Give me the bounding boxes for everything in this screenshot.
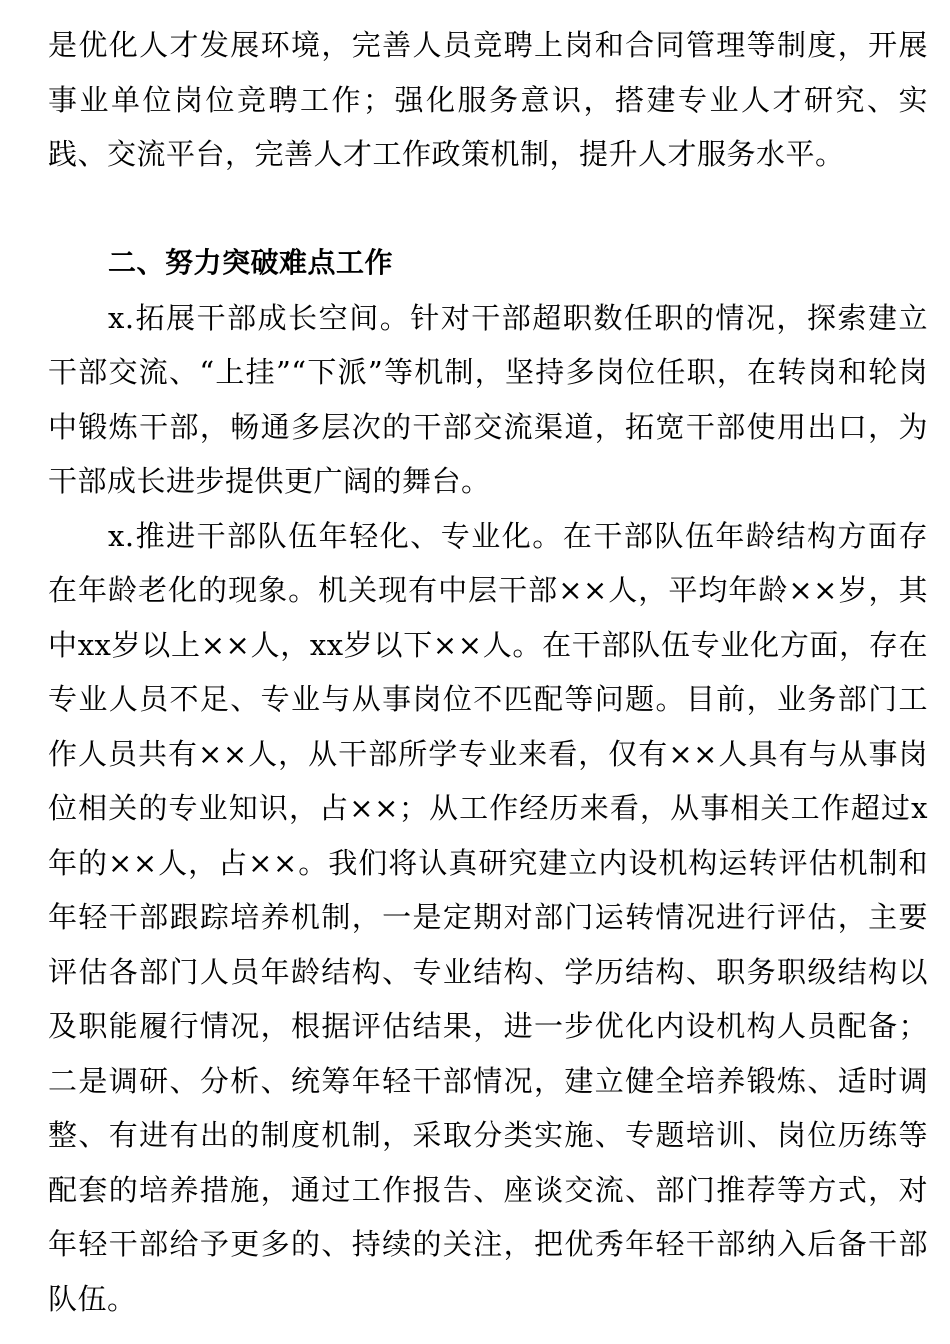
paragraph-continuation: 是优化人才发展环境，完善人员竞聘上岗和合同管理等制度，开展事业单位岗位竞聘工作；强化服务意识，搭建专业人才研究、实践、交流平台，完善人才工作政策机制，提升人才服务水平。 bbox=[48, 28, 928, 171]
document-page bbox=[48, 18, 928, 1326]
blank-line bbox=[48, 182, 928, 237]
paragraph-cadre-youth-professional: x.推进干部队伍年轻化、专业化。在干部队伍年龄结构方面存在年龄老化的现象。机关现有中层干部××人，平均年龄××岁，其中xx岁以上××人，xx岁以下××人。在干部队伍专业化方面，存在专业人员不足、专业与从事岗位不匹配等问题。目前，业务部门工作人员共有××人，从干部所学专业来看，仅有××人具有与从事岗位相关的专业知识，占××；从工作经历来看，从事相关工作超过x年的××人，占××。我们将认真研究建立内设机构运转评估机制和年轻干部跟踪培养机制，一是定期对部门运转情况进行评估，主要评估各部门人员年龄结构、专业结构、学历结构、职务职级结构以及职能履行情况，根据评估结果，进一步优化内设机构人员配备；二是调研、分析、统筹年轻干部情况，建立健全培养锻炼、适时调整、有进有出的制度机制，采取分类实施、专题培训、岗位历练等配套的培养措施，通过工作报告、座谈交流、部门推荐等方式，对年轻干部给予更多的、持续的关注，把优秀年轻干部纳入后备干部队伍。 bbox=[48, 518, 928, 1316]
section-heading: 二、努力突破难点工作 bbox=[108, 246, 394, 279]
paragraph-expand-cadre-growth: x.拓展干部成长空间。针对干部超职数任职的情况，探索建立干部交流、“上挂”“下派”等机制，坚持多岗位任职，在转岗和轮岗中锻炼干部，畅通多层次的干部交流渠道，拓宽干部使用出口，为干部成长进步提供更广阔的舞台。 bbox=[48, 300, 928, 498]
